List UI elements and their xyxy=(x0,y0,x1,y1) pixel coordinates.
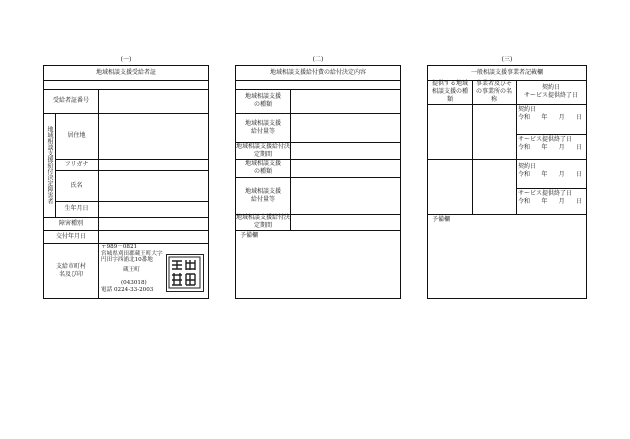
entry-2-service-end: サービス提供終了日 令和 年 月 日 xyxy=(518,190,582,205)
decision-period-2-label: 地域相談支援給付決定期間 xyxy=(236,214,291,229)
issuer-town: 蔵王町 xyxy=(123,266,140,273)
provider-notes-label: 予備欄 xyxy=(432,216,451,223)
address-label: 居住地 xyxy=(67,132,86,139)
issuer-address-2: 円田字西浦北10番地 xyxy=(101,257,153,264)
issuer-block xyxy=(101,244,171,298)
panel-number: (三) xyxy=(501,56,513,63)
benefit-amount-2-label: 地域相談支援給付量等 xyxy=(244,187,281,203)
furigana-label: フリガナ xyxy=(64,160,89,168)
benefit-amount-1-label: 地域相談支援給付量等 xyxy=(244,119,281,135)
official-seal-icon xyxy=(166,254,204,292)
panel-number: (一) xyxy=(120,56,132,63)
birthdate-label: 生年月日 xyxy=(64,205,89,212)
panel-provider-entries xyxy=(427,56,587,300)
decision-period-1-label: 地域相談支援給付決定期間 xyxy=(236,142,291,158)
cert-number-field xyxy=(98,89,208,113)
panel-recipient-certificate xyxy=(43,56,209,300)
header-contract-end: 契約日 サービス提供終了日 xyxy=(523,84,578,99)
certificate-frame xyxy=(43,65,209,299)
issuer-code: (043018) xyxy=(121,280,147,287)
issuer-address-1: 宮城県刈田郡蔵王町大字 xyxy=(101,250,163,257)
panel-number: (二) xyxy=(312,56,324,63)
service-type-2-label: 地域相談支援の種類 xyxy=(244,160,281,175)
decision-frame xyxy=(235,65,401,299)
issue-date-label: 交付年月日 xyxy=(55,232,86,240)
recipient-group-label: 地域相談支援給付決定障害者 xyxy=(46,126,53,204)
certificate-title: 地域相談支援受給者証 xyxy=(95,69,156,76)
service-type-1-label: 地域相談支援の種類 xyxy=(244,93,281,108)
issuer-phone: 電話 0224-33-2003 xyxy=(101,286,154,293)
disability-type-label: 障害種別 xyxy=(58,219,83,227)
issuer-postal: 〒989－0821 xyxy=(101,244,138,250)
entry-2-contract: 契約日 令和 年 月 日 xyxy=(518,163,582,178)
name-label: 氏名 xyxy=(70,181,83,189)
panel-benefit-decision xyxy=(235,56,401,300)
header-provider-name: 事業者及びその事業所の名称 xyxy=(475,80,512,103)
provider-frame xyxy=(427,65,587,299)
header-service-type: 提供する地域相談支援の種類 xyxy=(431,80,468,103)
decision-notes-label: 予備欄 xyxy=(240,232,259,239)
provider-title: 一般相談支援事業者記載欄 xyxy=(470,69,543,76)
cert-number-label: 受給者証番号 xyxy=(52,97,89,104)
entry-1-contract: 契約日 令和 年 月 日 xyxy=(518,106,582,121)
municipality-label: 支給市町村名及び印 xyxy=(55,262,86,278)
entry-1-service-end: サービス提供終了日 令和 年 月 日 xyxy=(518,136,582,151)
decision-title: 地域相談支援給付費の給付決定内容 xyxy=(269,69,366,76)
